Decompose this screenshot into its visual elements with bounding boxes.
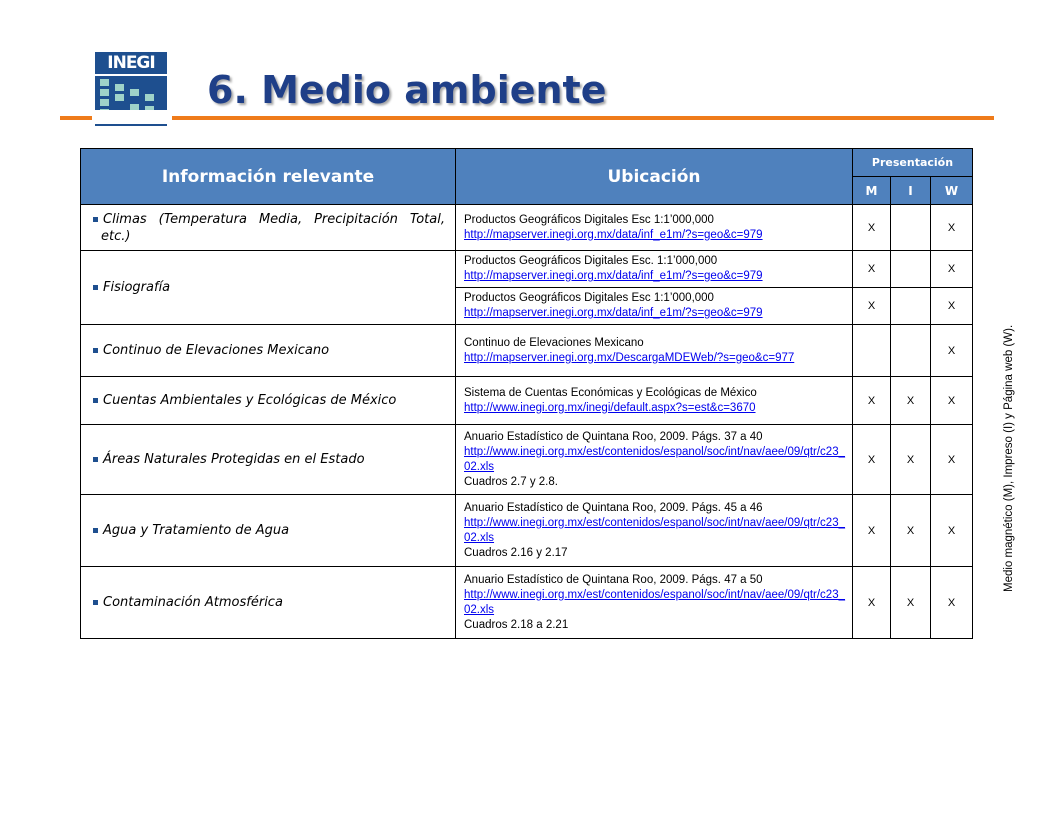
table-row <box>81 205 973 251</box>
source-tables: Cuadros 2.18 a 2.21 <box>464 618 569 631</box>
source-text: Productos Geográficos Digitales Esc 1:1’000,000 <box>464 292 714 304</box>
table-row <box>81 425 973 495</box>
logo-wordmark: INEGI <box>95 52 167 74</box>
header-info: Información relevante <box>81 149 456 205</box>
source-link[interactable]: http://www.inegi.org.mx/est/contenidos/espanol/soc/int/nav/aee/09/qtr/c23_02.xls <box>464 445 845 473</box>
bullet-icon <box>93 398 98 403</box>
mark-m <box>853 325 891 377</box>
source-tables: Cuadros 2.7 y 2.8. <box>464 475 558 488</box>
source-text: Productos Geográficos Digitales Esc. 1:1’000,000 <box>464 255 718 267</box>
header-location: Ubicación <box>456 149 853 205</box>
mark-i: X <box>891 567 931 639</box>
location-cell <box>456 567 853 639</box>
mark-w: X <box>931 251 973 288</box>
source-link[interactable]: http://mapserver.inegi.org.mx/data/inf_e1m/?s=geo&c=979 <box>464 307 763 319</box>
info-cell: Cuentas Ambientales y Ecológicas de México <box>81 377 456 425</box>
mark-m: X <box>853 251 891 288</box>
source-link[interactable]: http://www.inegi.org.mx/est/contenidos/espanol/soc/int/nav/aee/09/qtr/c23_02.xls <box>464 516 845 544</box>
source-link[interactable]: http://mapserver.inegi.org.mx/data/inf_e1m/?s=geo&c=979 <box>464 270 763 282</box>
mark-m: X <box>853 205 891 251</box>
location-cell <box>456 377 853 425</box>
source-link[interactable]: http://www.inegi.org.mx/inegi/default.aspx?s=est&c=3670 <box>464 401 756 414</box>
location-cell <box>456 251 853 288</box>
mark-i: X <box>891 377 931 425</box>
mark-w: X <box>931 425 973 495</box>
source-link[interactable]: http://www.inegi.org.mx/est/contenidos/espanol/soc/int/nav/aee/09/qtr/c23_02.xls <box>464 588 845 616</box>
location-cell <box>456 288 853 325</box>
bullet-icon <box>93 457 98 462</box>
bullet-icon <box>93 528 98 533</box>
header-presentation: Presentación <box>853 149 973 177</box>
mark-i <box>891 288 931 325</box>
mark-w: X <box>931 288 973 325</box>
mark-i <box>891 325 931 377</box>
location-cell <box>456 425 853 495</box>
source-link[interactable]: http://mapserver.inegi.org.mx/DescargaMDEWeb/?s=geo&c=977 <box>464 351 795 364</box>
source-text: Anuario Estadístico de Quintana Roo, 2009. Págs. 47 a 50 <box>464 573 763 586</box>
table-row <box>81 495 973 567</box>
title-rule <box>60 116 994 120</box>
mark-w: X <box>931 325 973 377</box>
bullet-icon <box>93 348 98 353</box>
header-m: M <box>853 177 891 205</box>
info-cell: Áreas Naturales Protegidas en el Estado <box>81 425 456 495</box>
info-cell: Agua y Tratamiento de Agua <box>81 495 456 567</box>
mark-i <box>891 205 931 251</box>
source-text: Anuario Estadístico de Quintana Roo, 2009. Págs. 37 a 40 <box>464 430 763 443</box>
mark-i <box>891 251 931 288</box>
info-cell: Climas (Temperatura Media, Precipitación Total, etc.) <box>81 205 456 251</box>
mark-m: X <box>853 495 891 567</box>
table-row <box>81 325 973 377</box>
presentation-legend: Medio magnético (M), Impreso (I) y Página web (W). <box>1003 324 1015 592</box>
table-row <box>81 567 973 639</box>
location-cell <box>456 495 853 567</box>
info-cell: Contaminación Atmosférica <box>81 567 456 639</box>
mark-w: X <box>931 205 973 251</box>
header-i: I <box>891 177 931 205</box>
mark-m: X <box>853 425 891 495</box>
mark-m: X <box>853 288 891 325</box>
info-cell: Fisiografía <box>81 251 456 325</box>
source-text: Continuo de Elevaciones Mexicano <box>464 336 644 349</box>
source-text: Productos Geográficos Digitales Esc 1:1’000,000 <box>464 213 714 226</box>
environment-table <box>80 148 973 639</box>
location-cell <box>456 205 853 251</box>
source-text: Sistema de Cuentas Económicas y Ecológicas de México <box>464 386 757 399</box>
mark-i: X <box>891 495 931 567</box>
header-w: W <box>931 177 973 205</box>
table-row <box>81 377 973 425</box>
page-title: 6. Medio ambiente <box>207 68 607 112</box>
source-link[interactable]: http://mapserver.inegi.org.mx/data/inf_e1m/?s=geo&c=979 <box>464 228 763 241</box>
source-tables: Cuadros 2.16 y 2.17 <box>464 546 568 559</box>
mark-i: X <box>891 425 931 495</box>
bullet-icon <box>93 217 98 222</box>
mark-w: X <box>931 495 973 567</box>
mark-m: X <box>853 567 891 639</box>
info-cell: Continuo de Elevaciones Mexicano <box>81 325 456 377</box>
source-text: Anuario Estadístico de Quintana Roo, 2009. Págs. 45 a 46 <box>464 501 763 514</box>
location-cell <box>456 325 853 377</box>
bullet-icon <box>93 600 98 605</box>
mark-m: X <box>853 377 891 425</box>
mark-w: X <box>931 567 973 639</box>
mark-w: X <box>931 377 973 425</box>
bullet-icon <box>93 285 98 290</box>
table-row <box>81 251 973 288</box>
